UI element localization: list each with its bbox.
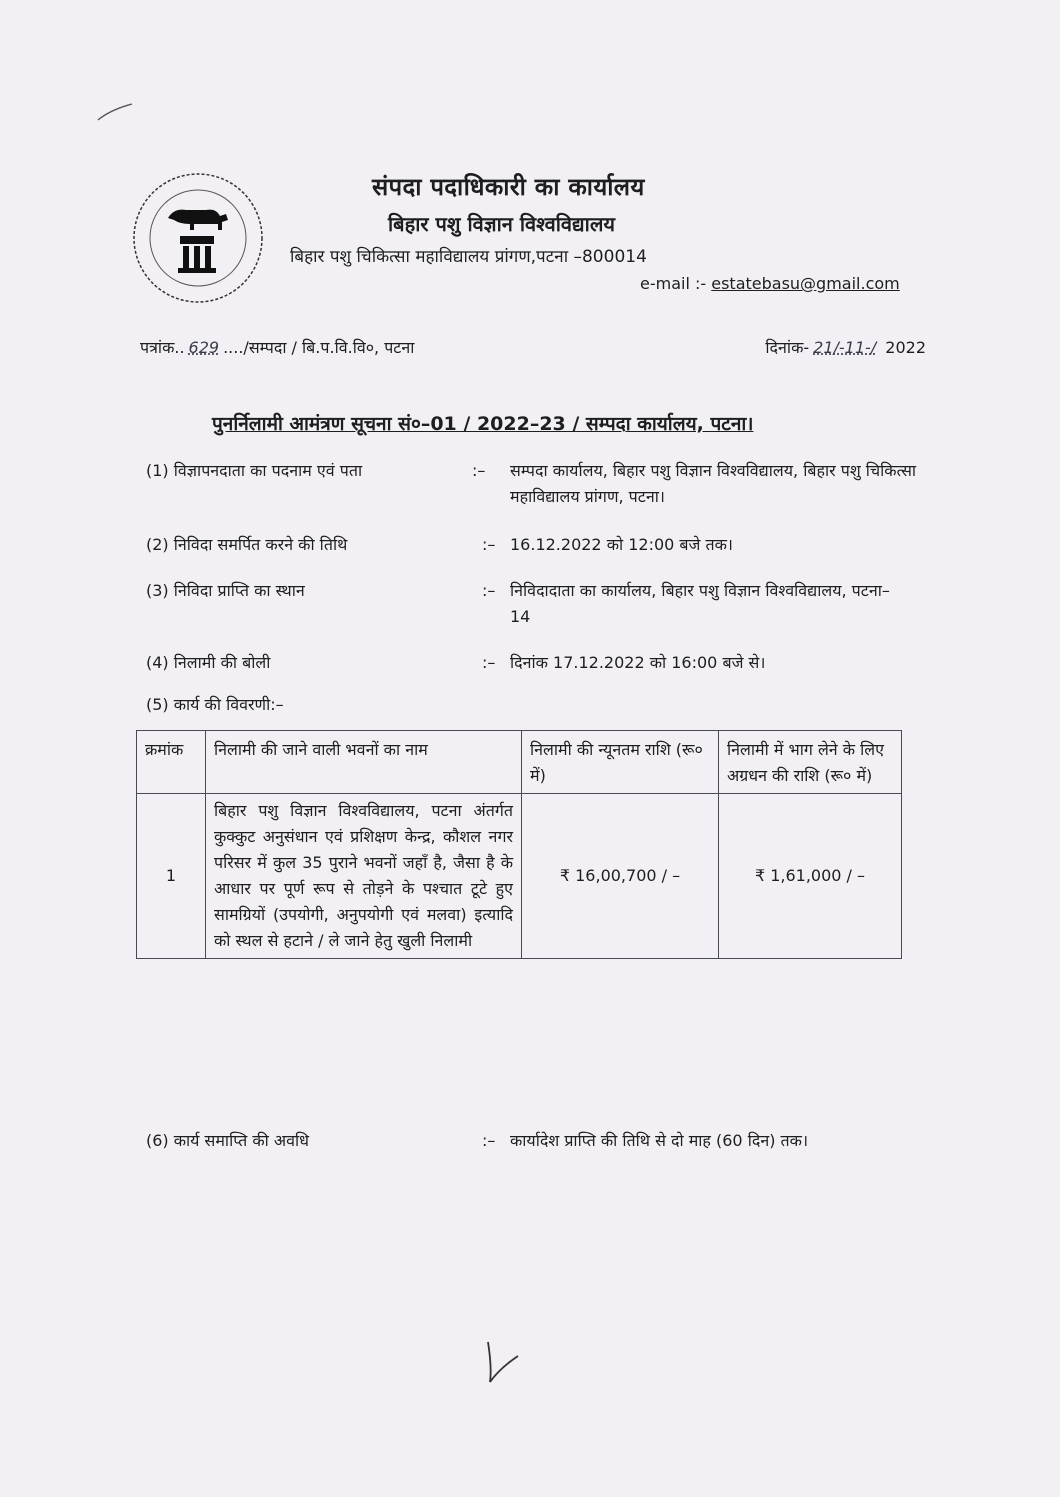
item-value: दिनांक 17.12.2022 को 16:00 बजे से।	[510, 653, 766, 672]
date-handwritten: 21/-11-/	[813, 338, 877, 357]
list-item-work-details	[146, 692, 546, 720]
reference-suffix: ..../सम्पदा / बि.प.वि.वि०, पटना	[223, 338, 415, 357]
item-separator: :–	[482, 653, 496, 672]
office-title: संपदा पदाधिकारी का कार्यालय	[372, 173, 645, 201]
date-year: 2022	[880, 338, 926, 357]
table-header-row	[137, 731, 902, 794]
item-value: कार्यादेश प्राप्ति की तिथि से दो माह (60 दिन) तक।	[510, 1131, 809, 1150]
header-deposit-amount: निलामी में भाग लेने के लिए अग्रधन की राशि (रू० में)	[719, 731, 902, 794]
item-separator: :–	[472, 461, 486, 480]
letter-date	[765, 336, 926, 358]
email-label: e-mail :-	[640, 274, 712, 293]
university-name: बिहार पशु विज्ञान विश्वविद्यालय	[388, 212, 615, 236]
item-value: निविदादाता का कार्यालय, बिहार पशु विज्ञान विश्वविद्यालय, पटना–14	[510, 581, 890, 626]
office-address: बिहार पशु चिकित्सा महाविद्यालय प्रांगण,पटना –800014	[290, 247, 647, 267]
date-prefix: दिनांक-	[765, 338, 810, 357]
cell-description	[206, 794, 522, 959]
item-label: (4) निलामी की बोली	[146, 653, 271, 672]
reference-handwritten-number: 629	[188, 338, 220, 357]
work-details-table	[136, 730, 902, 959]
email-link[interactable]: estatebasu@gmail.com	[711, 274, 900, 293]
header-min-amount: निलामी की न्यूनतम राशि (रू० में)	[522, 731, 719, 794]
header-serial: क्रमांक	[137, 731, 206, 794]
item-separator: :–	[482, 1131, 496, 1150]
item-separator: :–	[482, 581, 496, 600]
tick-mark-icon	[482, 1338, 522, 1386]
cell-deposit-amount: ₹ 1,61,000 / –	[719, 794, 902, 959]
item-label: (3) निविदा प्राप्ति का स्थान	[146, 581, 305, 600]
list-item-receipt-place	[146, 578, 936, 634]
list-item-auction-bid	[146, 650, 936, 678]
item-label: (1) विज्ञापनदाता का पदनाम एवं पता	[146, 461, 363, 480]
item-value: 16.12.2022 को 12:00 बजे तक।	[510, 535, 733, 554]
item-value: सम्पदा कार्यालय, बिहार पशु विज्ञान विश्वविद्यालय, बिहार पशु चिकित्सा महाविद्यालय प्रांगण, पटना।	[510, 461, 917, 506]
item-separator: :–	[482, 535, 496, 554]
header-building-name: निलामी की जाने वाली भवनों का नाम	[206, 731, 522, 794]
list-item-submission-date	[146, 532, 936, 560]
cell-min-amount: ₹ 16,00,700 / –	[522, 794, 719, 959]
list-item-completion-period	[146, 1128, 936, 1184]
list-item-advertiser	[146, 458, 936, 514]
email-row	[640, 274, 900, 293]
table-row	[137, 794, 902, 959]
reference-prefix: पत्रांक..	[140, 338, 185, 357]
item-label: (5) कार्य की विवरणी:–	[146, 695, 284, 714]
description-text: बिहार पशु विज्ञान विश्वविद्यालय, पटना अंतर्गत कुक्कुट अनुसंधान एवं प्रशिक्षण केन्द्र, कौशल नगर परिसर में कुल 35 पुराने भवनों जहाँ है, जैसा है के आधार पर पूर्ण रूप से तोड़ने के पश्चात टूटे हुए सामग्रियों (उपयोगी, अनुपयोगी एवं मलवा) इत्यादि को स्थल से हटाने / ले जाने हेतु खुली निलामी	[214, 801, 513, 950]
item-label: (2) निविदा समर्पित करने की तिथि	[146, 535, 348, 554]
cell-serial: 1	[137, 794, 206, 959]
university-seal-icon	[128, 168, 268, 308]
reference-number	[140, 336, 414, 358]
notice-title: पुनर्निलामी आमंत्रण सूचना सं०–01 / 2022–23 / सम्पदा कार्यालय, पटना।	[212, 413, 754, 435]
item-label: (6) कार्य समाप्ति की अवधि	[146, 1131, 309, 1150]
pen-mark-icon	[96, 100, 136, 124]
